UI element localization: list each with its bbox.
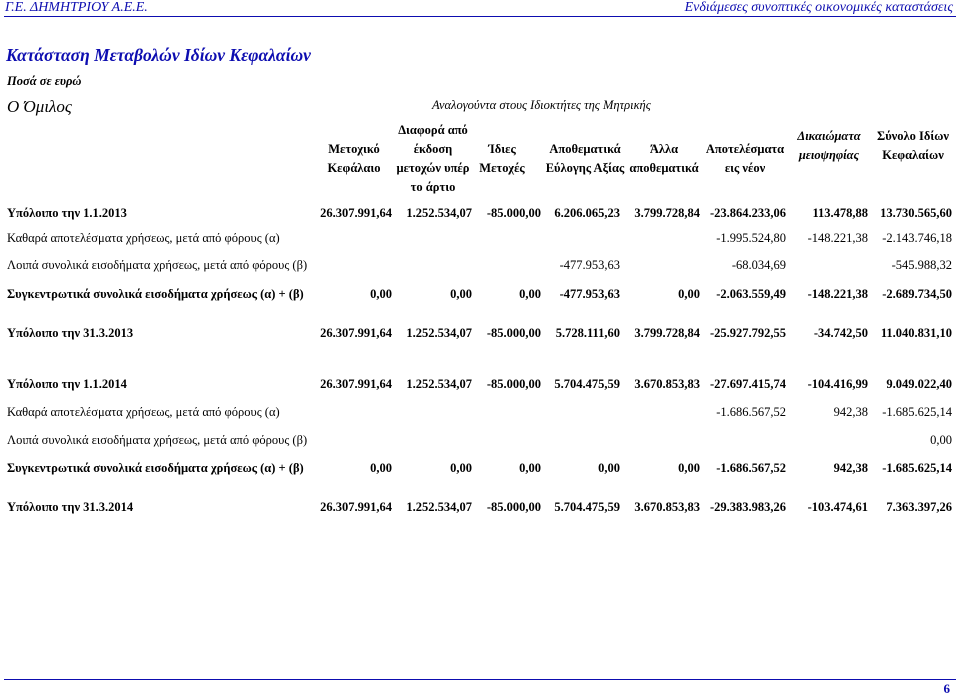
page-number: 6 xyxy=(943,681,950,696)
table-cell: -545.988,32 xyxy=(891,258,952,272)
currency-note: Ποσά σε ευρώ xyxy=(7,74,82,88)
table-cell: 5.704.475,59 xyxy=(554,377,620,391)
row-label: Υπόλοιπο την 1.1.2014 xyxy=(7,377,127,391)
table-cell: -477.953,63 xyxy=(559,287,620,301)
row-label: Υπόλοιπο την 1.1.2013 xyxy=(7,206,127,220)
column-header-line: το άρτιο xyxy=(410,180,456,194)
table-row xyxy=(0,461,960,479)
parent-owners-header: Αναλογούντα στους Ιδιοκτήτες της Μητρικής xyxy=(432,98,651,112)
table-cell: -23.864.233,06 xyxy=(709,206,786,220)
table-cell: -1.685.625,14 xyxy=(882,405,952,419)
table-cell: -477.953,63 xyxy=(559,258,620,272)
table-cell: -85.000,00 xyxy=(486,377,541,391)
table-cell: 26.307.991,64 xyxy=(320,326,392,340)
table-row xyxy=(0,377,960,395)
column-header-line: Διαφορά από xyxy=(398,123,468,137)
table-cell: -85.000,00 xyxy=(486,206,541,220)
table-cell: -103.474,61 xyxy=(807,500,868,514)
table-cell: -25.927.792,55 xyxy=(709,326,786,340)
table-cell: 26.307.991,64 xyxy=(320,377,392,391)
row-label: Καθαρά αποτελέσματα χρήσεως, μετά από φόρους (α) xyxy=(7,405,280,419)
table-cell: 0,00 xyxy=(598,461,620,475)
column-header-line: Αποθεματικά xyxy=(549,142,621,156)
table-cell: 0,00 xyxy=(678,461,700,475)
column-header xyxy=(853,127,960,165)
column-header-line: Αποτελέσματα xyxy=(705,142,785,156)
table-cell: -1.995.524,80 xyxy=(716,231,786,245)
table-cell: -148.221,38 xyxy=(807,287,868,301)
table-row xyxy=(0,231,960,249)
row-label: Συγκεντρωτικά συνολικά εισοδήματα χρήσεως (α) + (β) xyxy=(7,287,304,301)
table-cell: -2.063.559,49 xyxy=(716,287,786,301)
report-name: Ενδιάμεσες συνοπτικές οικονομικές καταστάσεις xyxy=(684,0,953,15)
column-header-line: μετοχών υπέρ xyxy=(396,161,470,175)
column-header-line: Δικαιώματα xyxy=(797,129,861,143)
row-label: Συγκεντρωτικά συνολικά εισοδήματα χρήσεως (α) + (β) xyxy=(7,461,304,475)
table-cell: 0,00 xyxy=(370,461,392,475)
table-cell: 26.307.991,64 xyxy=(320,206,392,220)
header-divider xyxy=(4,16,956,17)
column-header-line: Κεφαλαίων xyxy=(882,148,944,162)
column-header-line: Άλλα xyxy=(649,142,679,156)
table-cell: -85.000,00 xyxy=(486,500,541,514)
column-header-line: Κεφάλαιο xyxy=(327,161,381,175)
column-header-line: Ίδιες xyxy=(488,142,516,156)
table-cell: -29.383.983,26 xyxy=(709,500,786,514)
table-cell: 942,38 xyxy=(833,405,868,419)
table-cell: -27.697.415,74 xyxy=(709,377,786,391)
group-label: Ο Όμιλος xyxy=(7,97,72,116)
table-cell: 0,00 xyxy=(519,461,541,475)
table-cell: 113.478,88 xyxy=(812,206,868,220)
table-cell: 26.307.991,64 xyxy=(320,500,392,514)
column-header-line: Μετοχικό xyxy=(328,142,380,156)
table-cell: 11.040.831,10 xyxy=(880,326,952,340)
table-cell: 1.252.534,07 xyxy=(406,500,472,514)
table-cell: 0,00 xyxy=(678,287,700,301)
footer-divider xyxy=(4,679,956,680)
table-cell: 0,00 xyxy=(370,287,392,301)
table-row xyxy=(0,433,960,451)
table-cell: 3.670.853,83 xyxy=(634,500,700,514)
table-cell: 3.670.853,83 xyxy=(634,377,700,391)
table-row xyxy=(0,287,960,305)
table-cell: -104.416,99 xyxy=(807,377,868,391)
table-cell: -34.742,50 xyxy=(813,326,868,340)
column-header-line: Μετοχές xyxy=(479,161,525,175)
table-cell: 6.206.065,23 xyxy=(554,206,620,220)
table-cell: -68.034,69 xyxy=(731,258,786,272)
column-header-line: αποθεματικά xyxy=(629,161,699,175)
table-cell: 5.704.475,59 xyxy=(554,500,620,514)
company-name: Γ.Ε. ΔΗΜΗΤΡΙΟΥ Α.Ε.Ε. xyxy=(5,0,148,15)
table-cell: -1.686.567,52 xyxy=(716,405,786,419)
row-label: Υπόλοιπο την 31.3.2014 xyxy=(7,500,134,514)
table-cell: 0,00 xyxy=(450,461,472,475)
table-row xyxy=(0,258,960,276)
table-cell: 0,00 xyxy=(930,433,952,447)
table-cell: 3.799.728,84 xyxy=(634,326,700,340)
table-cell: 7.363.397,26 xyxy=(886,500,952,514)
table-row xyxy=(0,206,960,224)
table-cell: 3.799.728,84 xyxy=(634,206,700,220)
table-cell: 0,00 xyxy=(450,287,472,301)
table-row xyxy=(0,500,960,518)
column-header-line: Σύνολο Ιδίων xyxy=(877,129,949,143)
table-cell: 1.252.534,07 xyxy=(406,377,472,391)
row-label: Καθαρά αποτελέσματα χρήσεως, μετά από φόρους (α) xyxy=(7,231,280,245)
table-cell: 9.049.022,40 xyxy=(886,377,952,391)
table-cell: -2.143.746,18 xyxy=(882,231,952,245)
column-header-line: Εύλογης Αξίας xyxy=(545,161,625,175)
table-cell: 1.252.534,07 xyxy=(406,326,472,340)
table-row xyxy=(0,405,960,423)
table-cell: -148.221,38 xyxy=(807,231,868,245)
table-cell: 942,38 xyxy=(833,461,868,475)
column-header-line: εις νέον xyxy=(724,161,766,175)
table-cell: 0,00 xyxy=(519,287,541,301)
table-cell: -1.686.567,52 xyxy=(716,461,786,475)
statement-title: Κατάσταση Μεταβολών Ιδίων Κεφαλαίων xyxy=(6,45,311,65)
table-cell: -85.000,00 xyxy=(486,326,541,340)
table-cell: -2.689.734,50 xyxy=(882,287,952,301)
table-cell: 13.730.565,60 xyxy=(880,206,952,220)
row-label: Λοιπά συνολικά εισοδήματα χρήσεως, μετά από φόρους (β) xyxy=(7,258,308,272)
row-label: Λοιπά συνολικά εισοδήματα χρήσεως, μετά από φόρους (β) xyxy=(7,433,308,447)
column-header-line: μειοψηφίας xyxy=(798,148,860,162)
column-header-line: έκδοση xyxy=(413,142,453,156)
table-cell: -1.685.625,14 xyxy=(882,461,952,475)
table-cell: 1.252.534,07 xyxy=(406,206,472,220)
table-row xyxy=(0,326,960,344)
table-cell: 5.728.111,60 xyxy=(555,326,620,340)
row-label: Υπόλοιπο την 31.3.2013 xyxy=(7,326,134,340)
